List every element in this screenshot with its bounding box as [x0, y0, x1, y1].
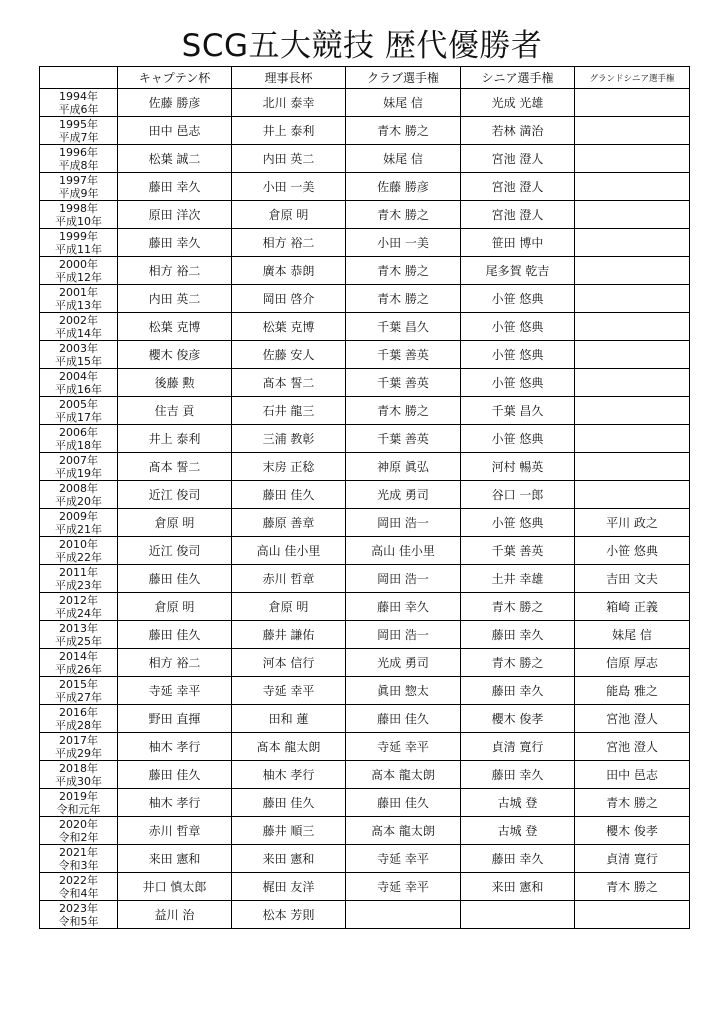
- winner-cell: 近江 俊司: [118, 481, 232, 509]
- year-cell: [40, 341, 118, 369]
- winner-cell: 田中 邑志: [118, 117, 232, 145]
- winner-cell: 松葉 誠二: [118, 145, 232, 173]
- era-label: 平成26年: [55, 662, 102, 676]
- winner-cell: 末房 正稔: [232, 453, 346, 481]
- table-row: [40, 509, 690, 537]
- winner-cell: 住吉 貢: [118, 397, 232, 425]
- winner-cell: 宮池 澄人: [461, 201, 575, 229]
- year-cell: [40, 173, 118, 201]
- table-row: [40, 145, 690, 173]
- era-label: 平成23年: [55, 578, 102, 592]
- table-row: [40, 789, 690, 817]
- winner-cell: 河本 信行: [232, 649, 346, 677]
- winner-cell: 益川 治: [118, 901, 232, 929]
- winner-cell: 千葉 昌久: [461, 397, 575, 425]
- winner-cell: 妹尾 信: [575, 621, 690, 649]
- winner-cell: 神原 眞弘: [346, 453, 461, 481]
- winner-cell: 髙本 龍太朗: [232, 733, 346, 761]
- table-row: [40, 341, 690, 369]
- winner-cell: 来田 憲和: [118, 845, 232, 873]
- winner-cell: 谷口 一郎: [461, 481, 575, 509]
- table-row: [40, 453, 690, 481]
- year-cell: [40, 677, 118, 705]
- winner-cell: 後藤 勲: [118, 369, 232, 397]
- winner-cell: 小笹 悠典: [461, 369, 575, 397]
- winner-cell: 藤井 謙佑: [232, 621, 346, 649]
- winner-cell: 藤田 佳久: [346, 789, 461, 817]
- year-label: 1997年: [59, 173, 98, 187]
- winner-cell: 倉原 明: [118, 593, 232, 621]
- era-label: 平成10年: [55, 214, 102, 228]
- winner-cell: 眞田 惣太: [346, 677, 461, 705]
- winner-cell: 相方 裕二: [232, 229, 346, 257]
- year-label: 2021年: [59, 845, 98, 859]
- winner-cell: 松葉 克博: [232, 313, 346, 341]
- header-grand-senior-championship: グランドシニア選手権: [575, 67, 690, 89]
- era-label: 平成15年: [55, 354, 102, 368]
- winner-cell: [461, 901, 575, 929]
- year-label: 2017年: [59, 733, 98, 747]
- winner-cell: 土井 幸雄: [461, 565, 575, 593]
- winner-cell: 髙本 龍太朗: [346, 761, 461, 789]
- winner-cell: 青木 勝之: [461, 593, 575, 621]
- table-row: [40, 481, 690, 509]
- winner-cell: 佐藤 勝彦: [118, 89, 232, 117]
- winner-cell: 髙本 龍太朗: [346, 817, 461, 845]
- winner-cell: 千葉 昌久: [346, 313, 461, 341]
- winner-cell: [575, 453, 690, 481]
- winner-cell: 藤田 佳久: [118, 565, 232, 593]
- winner-cell: 三浦 教彰: [232, 425, 346, 453]
- winner-cell: 柚木 孝行: [232, 761, 346, 789]
- winner-cell: 貞清 寛行: [575, 845, 690, 873]
- era-label: 平成18年: [55, 438, 102, 452]
- winner-cell: 北川 泰幸: [232, 89, 346, 117]
- year-cell: [40, 817, 118, 845]
- winner-cell: 藤原 善章: [232, 509, 346, 537]
- year-label: 2013年: [59, 621, 98, 635]
- winner-cell: 田中 邑志: [575, 761, 690, 789]
- year-label: 1994年: [59, 89, 98, 103]
- year-label: 2015年: [59, 677, 98, 691]
- year-label: 2014年: [59, 649, 98, 663]
- winner-cell: 藤田 幸久: [461, 761, 575, 789]
- table-row: [40, 201, 690, 229]
- table-row: [40, 677, 690, 705]
- year-label: 2000年: [59, 257, 98, 271]
- era-label: 平成19年: [55, 466, 102, 480]
- winner-cell: [575, 341, 690, 369]
- winner-cell: 石井 龍三: [232, 397, 346, 425]
- winner-cell: 相方 裕二: [118, 257, 232, 285]
- winner-cell: 小笹 悠典: [461, 313, 575, 341]
- table-row: [40, 117, 690, 145]
- year-label: 2010年: [59, 537, 98, 551]
- year-label: 2011年: [59, 565, 98, 579]
- year-cell: [40, 89, 118, 117]
- winner-cell: 吉田 文夫: [575, 565, 690, 593]
- table-row: [40, 621, 690, 649]
- year-label: 2020年: [59, 817, 98, 831]
- winner-cell: 赤川 哲章: [118, 817, 232, 845]
- winner-cell: 高山 佳小里: [232, 537, 346, 565]
- year-cell: [40, 705, 118, 733]
- table-row: [40, 89, 690, 117]
- winner-cell: 寺延 幸平: [346, 873, 461, 901]
- table-row: [40, 649, 690, 677]
- table-row: [40, 257, 690, 285]
- winner-cell: 梶田 友洋: [232, 873, 346, 901]
- winner-cell: 青木 勝之: [346, 257, 461, 285]
- winner-cell: 青木 勝之: [346, 117, 461, 145]
- winner-cell: [575, 229, 690, 257]
- winner-cell: 藤田 幸久: [118, 173, 232, 201]
- table-row: [40, 761, 690, 789]
- table-row: [40, 733, 690, 761]
- year-label: 2005年: [59, 397, 98, 411]
- era-label: 平成24年: [55, 606, 102, 620]
- table-row: [40, 425, 690, 453]
- winner-cell: [575, 173, 690, 201]
- winner-cell: 髙本 誓二: [232, 369, 346, 397]
- winner-cell: 宮池 澄人: [461, 145, 575, 173]
- year-label: 1996年: [59, 145, 98, 159]
- winner-cell: 藤田 佳久: [232, 789, 346, 817]
- winner-cell: 櫻木 俊彦: [118, 341, 232, 369]
- table-row: [40, 817, 690, 845]
- year-label: 2016年: [59, 705, 98, 719]
- winner-cell: 千葉 善英: [461, 537, 575, 565]
- year-cell: [40, 649, 118, 677]
- winner-cell: 柚木 孝行: [118, 789, 232, 817]
- header-club-championship: クラブ選手権: [346, 67, 461, 89]
- table-row: [40, 229, 690, 257]
- winner-cell: 光成 勇司: [346, 481, 461, 509]
- winner-cell: 来田 憲和: [461, 873, 575, 901]
- year-cell: [40, 285, 118, 313]
- year-cell: [40, 509, 118, 537]
- winner-cell: 藤田 幸久: [461, 677, 575, 705]
- winner-cell: 来田 憲和: [232, 845, 346, 873]
- header-captain-cup: キャプテン杯: [118, 67, 232, 89]
- year-cell: [40, 565, 118, 593]
- winner-cell: 小田 一美: [232, 173, 346, 201]
- year-label: 1998年: [59, 201, 98, 215]
- winner-cell: 宮池 澄人: [575, 705, 690, 733]
- winner-cell: 青木 勝之: [346, 285, 461, 313]
- era-label: 令和4年: [58, 886, 99, 900]
- year-cell: [40, 117, 118, 145]
- era-label: 平成29年: [55, 746, 102, 760]
- era-label: 平成8年: [58, 158, 99, 172]
- winner-cell: [575, 257, 690, 285]
- winner-cell: 岡田 啓介: [232, 285, 346, 313]
- year-label: 2002年: [59, 313, 98, 327]
- era-label: 平成17年: [55, 410, 102, 424]
- header-chairman-cup: 理事長杯: [232, 67, 346, 89]
- table-row: [40, 565, 690, 593]
- year-label: 2006年: [59, 425, 98, 439]
- winner-cell: 河村 暢英: [461, 453, 575, 481]
- winner-cell: 藤田 幸久: [118, 229, 232, 257]
- winner-cell: [575, 901, 690, 929]
- year-cell: [40, 145, 118, 173]
- winner-cell: 小笹 悠典: [461, 341, 575, 369]
- table-row: [40, 285, 690, 313]
- winner-cell: 尾多賀 乾吉: [461, 257, 575, 285]
- winner-cell: 宮池 澄人: [461, 173, 575, 201]
- winner-cell: 内田 英二: [232, 145, 346, 173]
- header-row: [40, 67, 690, 89]
- winner-cell: 近江 俊司: [118, 537, 232, 565]
- winner-cell: 青木 勝之: [346, 397, 461, 425]
- winner-cell: 小笹 悠典: [461, 509, 575, 537]
- year-label: 2012年: [59, 593, 98, 607]
- year-cell: [40, 789, 118, 817]
- winner-cell: [346, 901, 461, 929]
- year-label: 2008年: [59, 481, 98, 495]
- era-label: 平成14年: [55, 326, 102, 340]
- year-cell: [40, 425, 118, 453]
- year-cell: [40, 873, 118, 901]
- winner-cell: 小笹 悠典: [461, 285, 575, 313]
- year-label: 1999年: [59, 229, 98, 243]
- era-label: 平成13年: [55, 298, 102, 312]
- winner-cell: [575, 425, 690, 453]
- winner-cell: 光成 光雄: [461, 89, 575, 117]
- year-label: 2004年: [59, 369, 98, 383]
- winner-cell: 柚木 孝行: [118, 733, 232, 761]
- era-label: 令和3年: [58, 858, 99, 872]
- winner-cell: 内田 英二: [118, 285, 232, 313]
- winner-cell: 高山 佳小里: [346, 537, 461, 565]
- winner-cell: 櫻木 俊孝: [575, 817, 690, 845]
- winner-cell: 廣本 恭朗: [232, 257, 346, 285]
- year-label: 2023年: [59, 901, 98, 915]
- winner-cell: 能島 雅之: [575, 677, 690, 705]
- winner-cell: 井上 泰利: [232, 117, 346, 145]
- year-cell: [40, 257, 118, 285]
- winner-cell: 倉原 明: [232, 593, 346, 621]
- year-label: 2001年: [59, 285, 98, 299]
- era-label: 平成11年: [55, 242, 102, 256]
- year-cell: [40, 453, 118, 481]
- winner-cell: 佐藤 安人: [232, 341, 346, 369]
- winner-cell: [575, 89, 690, 117]
- winner-cell: 貞清 寛行: [461, 733, 575, 761]
- winner-cell: 寺延 幸平: [232, 677, 346, 705]
- winner-cell: 藤田 幸久: [461, 845, 575, 873]
- winner-cell: [575, 201, 690, 229]
- year-label: 2018年: [59, 761, 98, 775]
- winner-cell: 岡田 浩一: [346, 565, 461, 593]
- year-label: 2003年: [59, 341, 98, 355]
- winner-cell: 宮池 澄人: [575, 733, 690, 761]
- winner-cell: 妹尾 信: [346, 89, 461, 117]
- year-cell: [40, 229, 118, 257]
- era-label: 平成9年: [58, 186, 99, 200]
- era-label: 平成22年: [55, 550, 102, 564]
- winner-cell: 箱崎 正義: [575, 593, 690, 621]
- winner-cell: 藤井 順三: [232, 817, 346, 845]
- winner-cell: 赤川 哲章: [232, 565, 346, 593]
- year-cell: [40, 733, 118, 761]
- winner-cell: 寺延 幸平: [346, 845, 461, 873]
- winner-cell: 倉原 明: [118, 509, 232, 537]
- year-cell: [40, 201, 118, 229]
- era-label: 平成20年: [55, 494, 102, 508]
- winner-cell: 笹田 博中: [461, 229, 575, 257]
- winner-cell: 井上 泰利: [118, 425, 232, 453]
- winners-table: [39, 66, 690, 929]
- winner-cell: 井口 慎太郎: [118, 873, 232, 901]
- table-row: [40, 369, 690, 397]
- winner-cell: 古城 登: [461, 789, 575, 817]
- winner-cell: 青木 勝之: [575, 789, 690, 817]
- era-label: 平成27年: [55, 690, 102, 704]
- table-row: [40, 313, 690, 341]
- winner-cell: [575, 313, 690, 341]
- winner-cell: [575, 397, 690, 425]
- winner-cell: 田和 蓮: [232, 705, 346, 733]
- winner-cell: [575, 145, 690, 173]
- header-year: [40, 67, 118, 89]
- winner-cell: 青木 勝之: [346, 201, 461, 229]
- era-label: 平成7年: [58, 130, 99, 144]
- year-cell: [40, 845, 118, 873]
- winner-cell: 髙本 誓二: [118, 453, 232, 481]
- winner-cell: 千葉 善英: [346, 425, 461, 453]
- winner-cell: 松葉 克博: [118, 313, 232, 341]
- winner-cell: [575, 117, 690, 145]
- table-row: [40, 873, 690, 901]
- page-title: SCG五大競技 歴代優勝者: [181, 28, 543, 64]
- winner-cell: 佐藤 勝彦: [346, 173, 461, 201]
- table-row: [40, 593, 690, 621]
- year-label: 2007年: [59, 453, 98, 467]
- table-row: [40, 705, 690, 733]
- era-label: 令和元年: [56, 802, 101, 816]
- year-cell: [40, 901, 118, 929]
- era-label: 平成16年: [55, 382, 102, 396]
- winner-cell: 青木 勝之: [461, 649, 575, 677]
- winner-cell: 藤田 幸久: [346, 593, 461, 621]
- winner-cell: 藤田 佳久: [118, 621, 232, 649]
- winner-cell: 岡田 浩一: [346, 621, 461, 649]
- era-label: 平成6年: [58, 102, 99, 116]
- year-label: 2019年: [59, 789, 98, 803]
- year-label: 1995年: [59, 117, 98, 131]
- era-label: 令和5年: [58, 914, 99, 928]
- year-cell: [40, 397, 118, 425]
- winner-cell: 野田 直揮: [118, 705, 232, 733]
- year-cell: [40, 621, 118, 649]
- winner-cell: 藤田 佳久: [232, 481, 346, 509]
- winner-cell: 妹尾 信: [346, 145, 461, 173]
- table-row: [40, 397, 690, 425]
- winner-cell: 古城 登: [461, 817, 575, 845]
- table-row: [40, 901, 690, 929]
- year-label: 2009年: [59, 509, 98, 523]
- table-row: [40, 845, 690, 873]
- winner-cell: [575, 481, 690, 509]
- winner-cell: 寺延 幸平: [118, 677, 232, 705]
- winner-cell: 信原 厚志: [575, 649, 690, 677]
- era-label: 平成30年: [55, 774, 102, 788]
- winner-cell: 青木 勝之: [575, 873, 690, 901]
- winner-cell: [575, 369, 690, 397]
- winner-cell: 藤田 佳久: [346, 705, 461, 733]
- winner-cell: 櫻木 俊孝: [461, 705, 575, 733]
- winner-cell: 千葉 善英: [346, 341, 461, 369]
- winner-cell: 寺延 幸平: [346, 733, 461, 761]
- year-cell: [40, 481, 118, 509]
- year-cell: [40, 369, 118, 397]
- winner-cell: 相方 裕二: [118, 649, 232, 677]
- winner-cell: 藤田 幸久: [461, 621, 575, 649]
- table-row: [40, 537, 690, 565]
- era-label: 平成25年: [55, 634, 102, 648]
- table-row: [40, 173, 690, 201]
- winner-cell: 原田 洋次: [118, 201, 232, 229]
- year-cell: [40, 313, 118, 341]
- winner-cell: 平川 政之: [575, 509, 690, 537]
- era-label: 平成12年: [55, 270, 102, 284]
- header-senior-championship: シニア選手権: [461, 67, 575, 89]
- winner-cell: 若林 満治: [461, 117, 575, 145]
- era-label: 令和2年: [58, 830, 99, 844]
- winner-cell: 藤田 佳久: [118, 761, 232, 789]
- winner-cell: 松本 芳則: [232, 901, 346, 929]
- era-label: 平成21年: [55, 522, 102, 536]
- year-label: 2022年: [59, 873, 98, 887]
- winner-cell: 小田 一美: [346, 229, 461, 257]
- year-cell: [40, 593, 118, 621]
- year-cell: [40, 537, 118, 565]
- winner-cell: 小笹 悠典: [461, 425, 575, 453]
- winner-cell: [575, 285, 690, 313]
- era-label: 平成28年: [55, 718, 102, 732]
- year-cell: [40, 761, 118, 789]
- winner-cell: 小笹 悠典: [575, 537, 690, 565]
- winner-cell: 倉原 明: [232, 201, 346, 229]
- winner-cell: 岡田 浩一: [346, 509, 461, 537]
- winner-cell: 光成 勇司: [346, 649, 461, 677]
- winner-cell: 千葉 善英: [346, 369, 461, 397]
